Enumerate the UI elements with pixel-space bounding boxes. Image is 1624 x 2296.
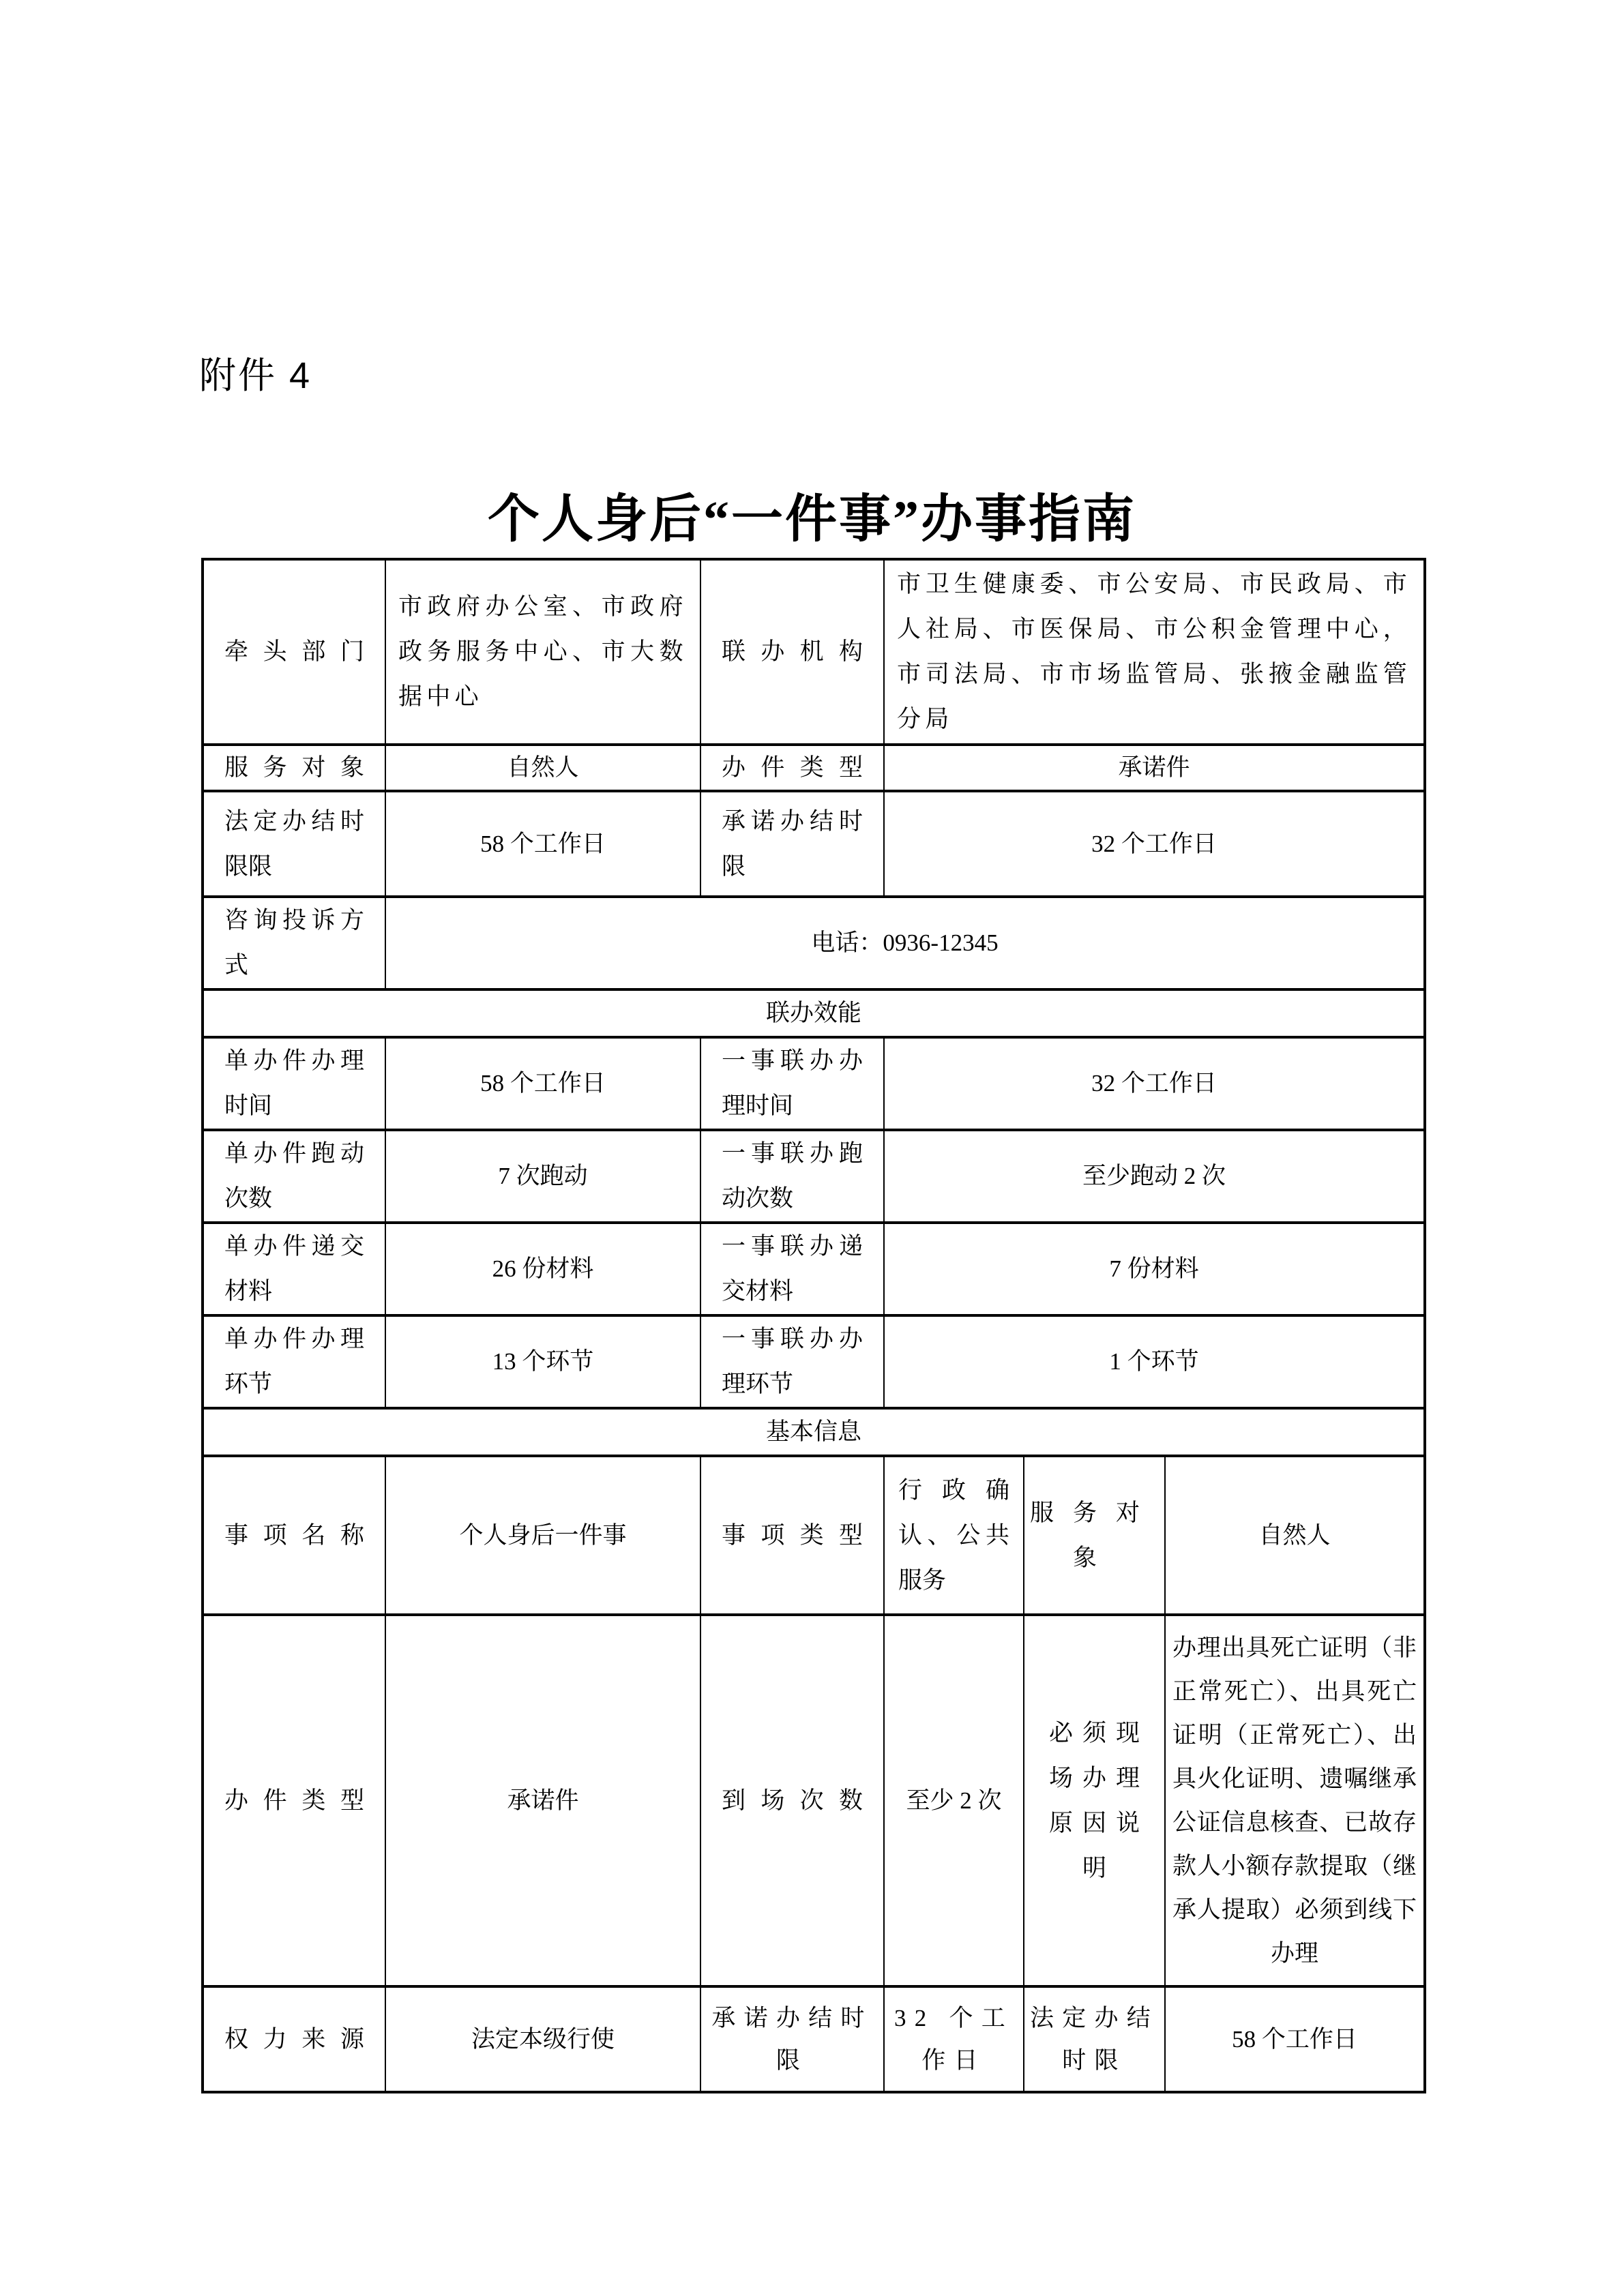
service-target-value-cell: 自然人 [385,745,700,791]
legal-deadline-value-cell: 58 个工作日 [385,791,700,897]
table-row-handling-time [203,1037,1425,1130]
single-handling-time-value-cell: 58 个工作日 [385,1037,700,1130]
joint-trips-label-cell: 一事联办跑动次数 [700,1130,884,1223]
service-target2-label-cell: 服务对象 [1024,1456,1165,1615]
basic-section-header: 基本信息 [203,1408,1425,1456]
table-row-service [203,745,1425,791]
visit-count-label-cell: 到场次数 [700,1615,884,1986]
promised-deadline2-label-cell: 承诺办结时限 [700,1986,884,2092]
guide-table [201,558,1426,2093]
item-name-value-cell: 个人身后一件事 [385,1456,700,1615]
power-source-value-cell: 法定本级行使 [385,1986,700,2092]
table-row-power-source [203,1986,1425,2092]
single-handling-time-label-cell: 单办件办理时间 [203,1037,385,1130]
onsite-reason-label-cell: 必须现场办理原因说明 [1024,1615,1165,1986]
promised-deadline-label-cell: 承诺办结时限 [700,791,884,897]
joint-handling-time-value-cell: 32 个工作日 [884,1037,1425,1130]
table-row-lead [203,559,1425,745]
lead-dept-value-cell: 市政府办公室、市政府政务服务中心、市大数据中心 [385,559,700,745]
table-row-steps [203,1315,1425,1408]
service-target2-value-cell: 自然人 [1165,1456,1425,1615]
table-row-item-type [203,1615,1425,1986]
attachment-label: 附件 4 [199,355,312,396]
item-category2-value-cell: 承诺件 [385,1615,700,1986]
table-row-deadline [203,791,1425,897]
joint-steps-value-cell: 1 个环节 [884,1315,1425,1408]
item-category-label-cell: 办件类型 [700,745,884,791]
joint-trips-value-cell: 至少跑动 2 次 [884,1130,1425,1223]
item-type-value-cell: 行政确认、公共服务 [884,1456,1024,1615]
joint-handling-time-label-cell: 一事联办办理时间 [700,1037,884,1130]
single-materials-value-cell: 26 份材料 [385,1223,700,1315]
table-row-materials [203,1223,1425,1315]
efficiency-section-header: 联办效能 [203,989,1425,1037]
joint-steps-label-cell: 一事联办办理环节 [700,1315,884,1408]
single-materials-label-cell: 单办件递交材料 [203,1223,385,1315]
item-category2-label-cell: 办件类型 [203,1615,385,1986]
table-row-consult [203,897,1425,989]
legal-deadline2-label-cell: 法定办结时限 [1024,1986,1165,2092]
onsite-reason-value-cell: 办理出具死亡证明（非正常死亡）、出具死亡证明（正常死亡）、出具火化证明、遗嘱继承公证信息核查、已故存款人小额存款提取（继承人提取）必须到线下办理 [1165,1615,1425,1986]
lead-dept-label-cell: 牵头部门 [203,559,385,745]
promised-deadline-value-cell: 32 个工作日 [884,791,1425,897]
single-steps-value-cell: 13 个环节 [385,1315,700,1408]
page-title: 个人身后“一件事”办事指南 [488,491,1136,548]
legal-deadline2-value-cell: 58 个工作日 [1165,1986,1425,2092]
item-name-label-cell: 事项名称 [203,1456,385,1615]
legal-deadline-label-cell: 法定办结时限限 [203,791,385,897]
single-trips-value-cell: 7 次跑动 [385,1130,700,1223]
table-row-basic-header [203,1408,1425,1456]
table-row-trips [203,1130,1425,1223]
joint-materials-value-cell: 7 份材料 [884,1223,1425,1315]
single-steps-label-cell: 单办件办理环节 [203,1315,385,1408]
single-trips-label-cell: 单办件跑动次数 [203,1130,385,1223]
joint-materials-label-cell: 一事联办递交材料 [700,1223,884,1315]
consult-complaint-label-cell: 咨询投诉方式 [203,897,385,989]
power-source-label-cell: 权力来源 [203,1986,385,2092]
item-category-value-cell: 承诺件 [884,745,1425,791]
promised-deadline2-value-cell: 32 个工作日 [884,1986,1024,2092]
item-type-label-cell: 事项类型 [700,1456,884,1615]
table-row-efficiency-header [203,989,1425,1037]
joint-org-value-cell: 市卫生健康委、市公安局、市民政局、市人社局、市医保局、市公积金管理中心，市司法局、市市场监管局、张掖金融监管分局 [884,559,1425,745]
table-row-item-name [203,1456,1425,1615]
service-target-label-cell: 服务对象 [203,745,385,791]
visit-count-value-cell: 至少 2 次 [884,1615,1024,1986]
joint-org-label-cell: 联办机构 [700,559,884,745]
consult-phone-cell: 电话：0936-12345 [385,897,1425,989]
